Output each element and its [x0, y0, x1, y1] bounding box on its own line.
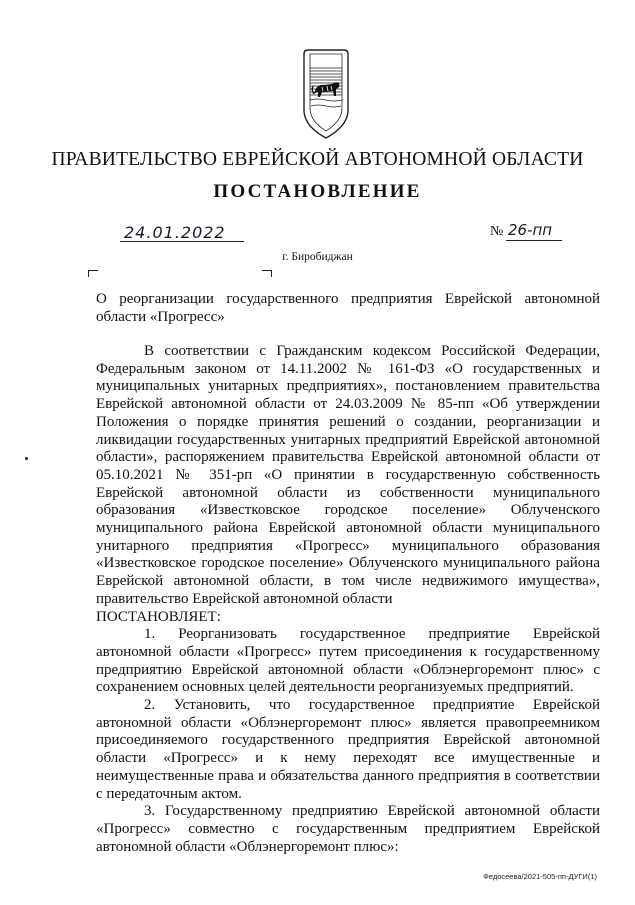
date-underline — [120, 241, 244, 242]
coat-of-arms-emblem — [302, 48, 350, 140]
item-1-paragraph: 1. Реорганизовать государственное предприятие Еврейской автономной области «Прогресс» путем присоединения к государственному предприятию Еврейской автономной области «Облэнергоремонт плюс» с сохранением основных целей деятельности реорганизуемых предприятий. — [96, 626, 600, 696]
document-body — [96, 343, 600, 856]
item-2-paragraph: 2. Установить, что государственное предприятие Еврейской автономной области «Облэнергоремонт плюс» является правопреемником присоединяемого государственного предприятия Еврейской автономной области «Прогресс» и к нему переходят все имущественные и неимущественные права и обязательства данного предприятия в соответствии с передаточным актом. — [96, 697, 600, 802]
document-number: 26-пп — [508, 221, 553, 239]
number-underline — [506, 240, 562, 241]
city-name: г. Биробиджан — [282, 251, 353, 263]
item-3-paragraph: 3. Государственному предприятию Еврейской автономной области «Прогресс» совместно с государственным предприятием Еврейской автономной области «Облэнергоремонт плюс»: — [96, 803, 600, 855]
number-label: № — [490, 224, 504, 239]
subject-corner-right — [262, 270, 272, 277]
subject-corner-left — [88, 270, 98, 277]
subject-heading: О реорганизации государственного предприятия Еврейской автономной области «Прогресс» — [96, 291, 600, 325]
government-title: ПРАВИТЕЛЬСТВО ЕВРЕЙСКОЙ АВТОНОМНОЙ ОБЛАСТИ — [51, 149, 584, 170]
document-date: 24.01.2022 — [124, 223, 226, 242]
footer-reference: Федосеева/2021-505-пп-ДУГИ(1) — [483, 872, 597, 881]
resolves-label: ПОСТАНОВЛЯЕТ: — [96, 608, 221, 625]
document-type-title: ПОСТАНОВЛЕНИЕ — [213, 181, 422, 202]
preamble-paragraph: В соответствии с Гражданским кодексом Российской Федерации, Федеральным законом от 14.11.2002 № 161-ФЗ «О государственных и муниципальных унитарных предприятиях», постановлением правительства Еврейской автономной области от 24.03.2009 № 85-пп «Об утверждении Положения о порядке принятия решений о создании, реорганизации и ликвидации государственных унитарных предприятий Еврейской автономной области», распоряжением правительства Еврейской автономной области от 05.10.2021 № 351-рп «О принятии в государственную собственность Еврейской автономной области из собственности муниципального образования «Известковское городское поселение» Облученского муниципального района Еврейской автономной области муниципального унитарного предприятия «Прогресс» муниципального образования «Известковское городское поселение» Облученского муниципального района Еврейской автономной области, в том числе недвижимого имущества», правительство Еврейской автономной области — [96, 343, 600, 607]
scan-mark — [25, 457, 28, 460]
